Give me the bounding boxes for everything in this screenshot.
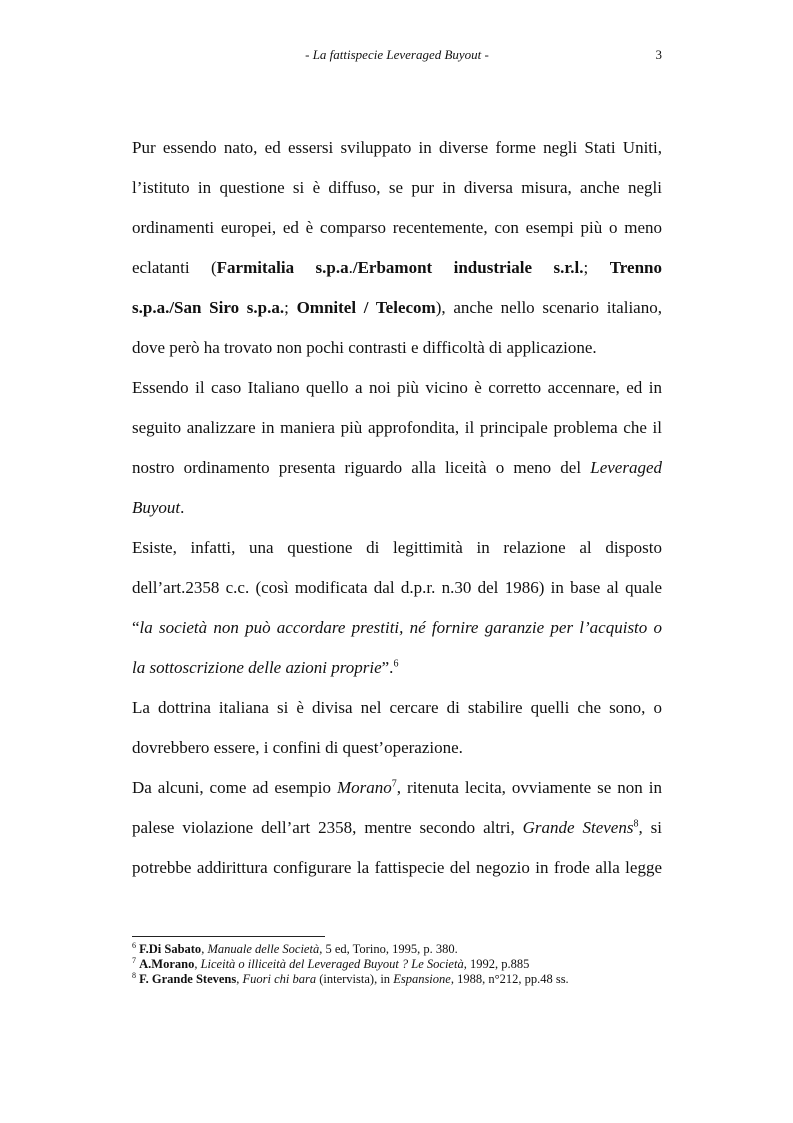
text-line: Pur essendo nato, ed essersi sviluppato in diverse forme negli Stati Uniti, bbox=[132, 138, 662, 157]
quoted-article: la società non può accordare prestiti, né fornire garanzie per l’acquisto o bbox=[139, 618, 662, 637]
footnote-divider bbox=[132, 936, 325, 937]
footnotes bbox=[132, 942, 692, 987]
paragraph-3 bbox=[132, 528, 662, 688]
case-trenno: Trenno bbox=[609, 258, 662, 277]
text-line: potrebbe addirittura configurare la fattispecie del negozio in frode alla legge bbox=[132, 858, 662, 877]
case-erbamont: /Erbamont industriale s.r.l. bbox=[352, 258, 584, 277]
footnote-ref-6[interactable]: 6 bbox=[393, 658, 399, 670]
paragraph-5 bbox=[132, 768, 662, 888]
paragraph-1 bbox=[132, 128, 662, 368]
case-omnitel: Omnitel / Telecom bbox=[296, 298, 436, 317]
footnote-8: $^8$ F. Grande Stevens, Fuori chi bara (intervista), in Espansione, 1988, n°212, pp.48 ss. bbox=[132, 970, 569, 986]
text-line: eclatanti (Farmitalia s.p.a./Erbamont industriale s.r.l.; Trenno bbox=[132, 258, 662, 277]
text-line: ordinamenti europei, ed è comparso recentemente, con esempi più o meno bbox=[132, 218, 662, 237]
case-farmitalia: Farmitalia s.p.a bbox=[216, 258, 349, 277]
footnote-6: $^6$ F.Di Sabato, Manuale delle Società, 5 ed, Torino, 1995, p. 380. bbox=[132, 940, 458, 956]
text-line: seguito analizzare in maniera più approfondita, il principale problema che il bbox=[132, 418, 662, 437]
case-san-siro: s.p.a./San Siro s.p.a. bbox=[132, 298, 285, 317]
running-title: - La fattispecie Leveraged Buyout - bbox=[305, 47, 489, 62]
paragraph-2 bbox=[132, 368, 662, 528]
text-line: la sottoscrizione delle azioni proprie”.$^6$ bbox=[132, 658, 399, 677]
paragraph-4 bbox=[132, 688, 662, 768]
text-line: nostro ordinamento presenta riguardo alla liceità o meno del Leveraged bbox=[132, 458, 662, 477]
text-line: dove però ha trovato non pochi contrasti e difficoltà di applicazione. bbox=[132, 338, 597, 357]
page-header bbox=[132, 47, 662, 67]
text-line: Esiste, infatti, una questione di legittimità in relazione al disposto bbox=[132, 538, 662, 557]
text-line: Essendo il caso Italiano quello a noi più vicino è corretto accennare, ed in bbox=[132, 378, 662, 397]
text-line: Da alcuni, come ad esempio Morano$^7$, ritenuta lecita, ovviamente se non in bbox=[132, 778, 662, 797]
footnote-ref-8[interactable]: 8 bbox=[633, 818, 639, 830]
text-line: “la società non può accordare prestiti, né fornire garanzie per l’acquisto o bbox=[132, 618, 662, 637]
footnote-ref-7[interactable]: 7 bbox=[391, 778, 397, 790]
page-number: 3 bbox=[655, 47, 662, 62]
text-line: dovrebbero essere, i confini di quest’operazione. bbox=[132, 738, 463, 757]
text-line: s.p.a./San Siro s.p.a.; Omnitel / Telecom), anche nello scenario italiano, bbox=[132, 298, 662, 317]
text-line: Buyout. bbox=[132, 498, 185, 517]
text-line: dell’art.2358 c.c. (così modificata dal d.p.r. n.30 del 1986) in base al quale bbox=[132, 578, 662, 597]
text-line: palese violazione dell’art 2358, mentre secondo altri, Grande Stevens$^8$, si bbox=[132, 818, 662, 837]
footnote-7: $^7$ A.Morano, Liceità o illiceità del Leveraged Buyout ? Le Società, 1992, p.885 bbox=[132, 955, 530, 971]
main-text bbox=[132, 128, 662, 888]
text-line: La dottrina italiana si è divisa nel cercare di stabilire quelli che sono, o bbox=[132, 698, 662, 717]
text-line: l’istituto in questione si è diffuso, se pur in diversa misura, anche negli bbox=[132, 178, 662, 197]
